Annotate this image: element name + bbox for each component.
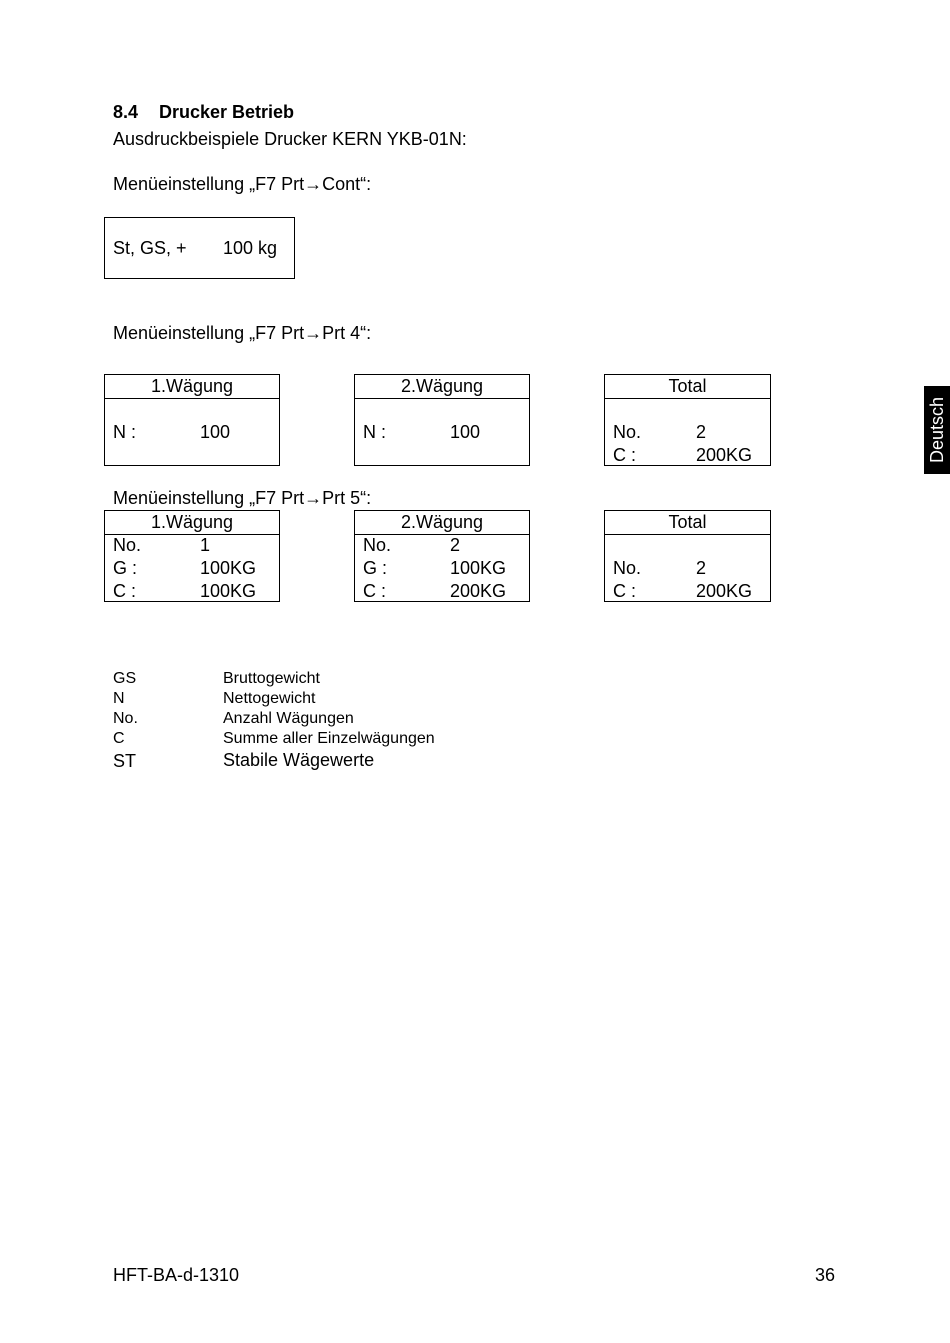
prt5-total-value-2: 200KG xyxy=(696,581,753,601)
prt4-total-value-1: 2 xyxy=(696,422,707,442)
prt4-box-2 xyxy=(354,374,530,466)
menu-prt5-label: Menüeinstellung „F7 Prt→Prt 5“: xyxy=(113,488,372,508)
legend-key: ST xyxy=(113,751,137,771)
prt5-box-total-header: Total xyxy=(605,511,770,535)
legend-value: Summe aller Einzelwägungen xyxy=(223,730,435,747)
prt4-total-key-2: C : xyxy=(613,445,637,465)
prt5-box-2-header: 2.Wägung xyxy=(355,511,529,535)
prt4-box-1-header: 1.Wägung xyxy=(105,375,279,399)
print-box-cont xyxy=(104,217,295,279)
prt5-box-1-key-2: G : xyxy=(113,558,138,578)
prt5-box-2-value-3: 200KG xyxy=(450,581,507,601)
prt5-box-1-key-1: No. xyxy=(113,535,142,555)
prt5-box-1 xyxy=(104,510,280,602)
menu-prt4-label: Menüeinstellung „F7 Prt→Prt 4“: xyxy=(113,323,372,343)
prt5-box-total xyxy=(604,510,771,602)
prt5-box-1-header: 1.Wägung xyxy=(105,511,279,535)
language-tab-label: Deutsch xyxy=(927,396,947,464)
prt4-box-2-header: 2.Wägung xyxy=(355,375,529,399)
prt4-box-total xyxy=(604,374,771,466)
prt5-total-value-1: 2 xyxy=(696,558,707,578)
prt5-box-1-value-3: 100KG xyxy=(200,581,257,601)
prt5-box-2-key-3: C : xyxy=(363,581,387,601)
prt4-box-total-header: Total xyxy=(605,375,770,399)
prt4-total-value-2: 200KG xyxy=(696,445,753,465)
legend-key: GS xyxy=(113,670,137,687)
section-number: 8.4 xyxy=(113,102,139,122)
cont-right-text: 100 kg xyxy=(223,238,278,258)
prt5-box-2 xyxy=(354,510,530,602)
prt5-box-2-key-2: G : xyxy=(363,558,388,578)
footer-doc-id: HFT-BA-d-1310 xyxy=(113,1265,240,1285)
prt5-box-2-key-1: No. xyxy=(363,535,392,555)
cont-left-text: St, GS, + xyxy=(113,238,187,258)
prt5-total-key-2: C : xyxy=(613,581,637,601)
menu-cont-label: Menüeinstellung „F7 Prt→Cont“: xyxy=(113,174,372,194)
prt5-box-2-value-2: 100KG xyxy=(450,558,507,578)
section-subtitle: Ausdruckbeispiele Drucker KERN YKB-01N: xyxy=(113,129,467,149)
prt5-box-1-value-1: 1 xyxy=(200,535,211,555)
prt4-box-2-value: 100 xyxy=(450,422,481,442)
legend-value: Nettogewicht xyxy=(223,690,316,707)
footer-page-number: 36 xyxy=(815,1265,836,1285)
prt5-box-1-value-2: 100KG xyxy=(200,558,257,578)
legend-key: C xyxy=(113,730,125,747)
legend-value: Bruttogewicht xyxy=(223,670,320,687)
language-tab xyxy=(924,386,950,474)
prt4-box-1-key: N : xyxy=(113,422,137,442)
legend-value: Stabile Wägewerte xyxy=(223,750,375,770)
prt4-total-key-1: No. xyxy=(613,422,642,442)
prt4-box-1 xyxy=(104,374,280,466)
section-title: Drucker Betrieb xyxy=(159,102,295,122)
legend-key: No. xyxy=(113,710,138,727)
prt5-box-1-key-3: C : xyxy=(113,581,137,601)
legend-key: N xyxy=(113,690,125,707)
legend-value: Anzahl Wägungen xyxy=(223,710,354,727)
prt5-total-key-1: No. xyxy=(613,558,642,578)
prt5-box-2-value-1: 2 xyxy=(450,535,461,555)
prt4-box-1-value: 100 xyxy=(200,422,231,442)
prt4-box-2-key: N : xyxy=(363,422,387,442)
